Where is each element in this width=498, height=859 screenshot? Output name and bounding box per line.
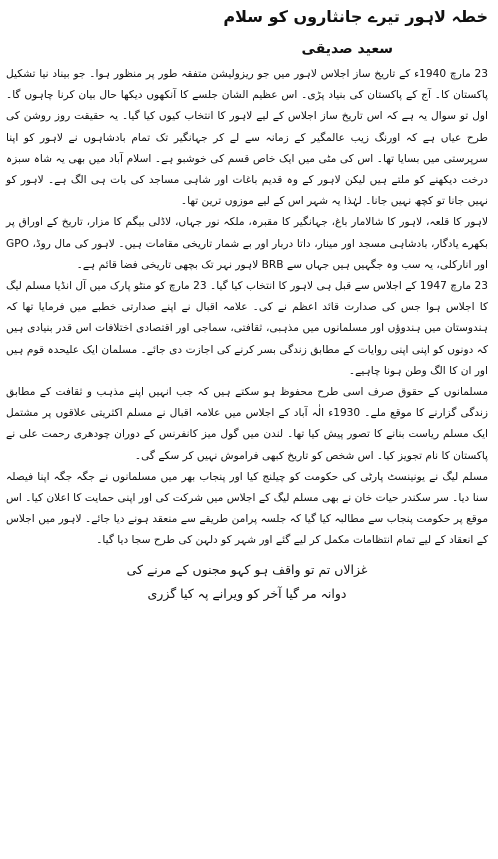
article-title: خطہ لاہور تیرے جانثاروں کو سلام xyxy=(223,7,488,26)
paragraph: 23 مارچ 1947 کے اجلاس سے قبل ہی لاہور کا انتخاب کیا گیا۔ 23 مارچ کو منٹو پارک میں آل انڈیا مسلم لیگ کا اجلاس ہوا جس کی صدارت قائد اعظم نے کی۔ علامہ اقبال نے اپنے صدارتی خطبے میں فرمایا تھا کہ ہندوستان میں ہندوؤں اور مسلمانوں میں مذہبی، ثقافتی، سماجی اور اقتصادی اختلافات اس قدر بنیادی ہیں کہ دونوں کو اپنی اپنی روایات کے مطابق زندگی بسر کرنے کی اجازت دی جائے۔ مسلمان ایک علیحدہ قوم ہیں اور ان کا الگ وطن ہونا چاہیے۔ xyxy=(6,280,488,377)
paragraph: مسلمانوں کے حقوق صرف اسی طرح محفوظ ہو سکتے ہیں کہ جب انہیں اپنے مذہب و ثقافت کے مطابق زندگی گزارنے کا موقع ملے۔ 1930ء الٰہ آباد کے اجلاس میں علامہ اقبال نے مسلم اکثریتی علاقوں پر مشتمل ایک مسلم ریاست بنانے کا تصور پیش کیا تھا۔ لندن میں گول میز کانفرنس کے دوران چودھری رحمت علی نے پاکستان کا نام تجویز کیا۔ اس شخص کو تاریخ کبھی فراموش نہیں کر سکے گی۔ xyxy=(6,386,489,462)
paragraph: لاہور کا قلعہ، لاہور کا شالامار باغ، جہانگیر کا مقبرہ، ملکہ نور جہاں، لاڈلی بیگم کا مزار، تاریخ کے اوراق پر بکھرے یادگار، بادشاہی مسجد اور مینار، داتا دربار اور بے شمار تاریخی مقامات ہیں۔ لاہور کی مال روڈ، GPO اور انارکلی، یہ سب وہ جگہیں ہیں جہاں سے BRB لاہور نہر تک بچھی تاریخی فضا قائم ہے۔ xyxy=(6,216,488,271)
verse-line: دوانہ مر گیا آخر کو ویرانے پہ کیا گزری xyxy=(147,585,347,601)
paragraph: مسلم لیگ نے یونینسٹ پارٹی کی حکومت کو چیلنج کیا اور پنجاب بھر میں مسلمانوں نے جگہ جگہ اپنا فیصلہ سنا دیا۔ سر سکندر حیات خان نے بھی مسلم لیگ کے اجلاس میں شرکت کی اور اپنی حمایت کا اعلان کیا۔ اس موقع پر حکومت پنجاب سے مطالبہ کیا گیا کہ جلسہ پرامن طریقے سے منعقد ہونے دیا جائے۔ لاہور میں اجلاس کے انعقاد کے لیے تمام انتظامات مکمل کر لیے گئے اور شہر کو دلہن کی طرح سجا دیا گیا۔ xyxy=(6,470,488,547)
article-body xyxy=(6,64,488,552)
verse-line: غزالاں تم تو واقف ہو کہو مجنوں کے مرنے کی xyxy=(126,561,368,577)
author-name: سعید صدیقی xyxy=(301,41,393,57)
closing-verse xyxy=(6,558,488,606)
paragraph: 23 مارچ 1940ء کے تاریخ ساز اجلاس لاہور میں جو ریزولیشن متفقہ طور پر منظور ہوا۔ جو بیناد نیا تشکیل پاکستان کا۔ آج کے پاکستان کی بنیاد پڑی۔ اس عظیم الشان جلسے کا آنکھوں دیکھا حال بیان کرنا چاہوں گا۔ اول تو سوال یہ ہے کہ اس تاریخ ساز اجلاس کے لیے لاہور کا انتخاب کیوں کیا گیا۔ یہ حقیقت روز روشن کی طرح عیاں ہے کہ اورنگ زیب عالمگیر کے زمانہ سے لے کر جہانگیر تک تمام بادشاہوں نے لاہور کو اپنا سرپرستی میں بسایا تھا۔ اس کی مٹی میں ایک خاص قسم کی خوشبو ہے۔ اسلام آباد میں بھی یہ شاہ سبزہ درخت دیکھنے کو ملتے ہیں لیکن لاہور کے وہ قدیم باغات اور شاہی مساجد کی بات ہی الگ ہے۔ لاہور کو نہیں جانا تو کچھ نہیں جانا۔ لہٰذا یہ شہر اس کے لیے موزوں ترین تھا۔ xyxy=(6,68,489,208)
